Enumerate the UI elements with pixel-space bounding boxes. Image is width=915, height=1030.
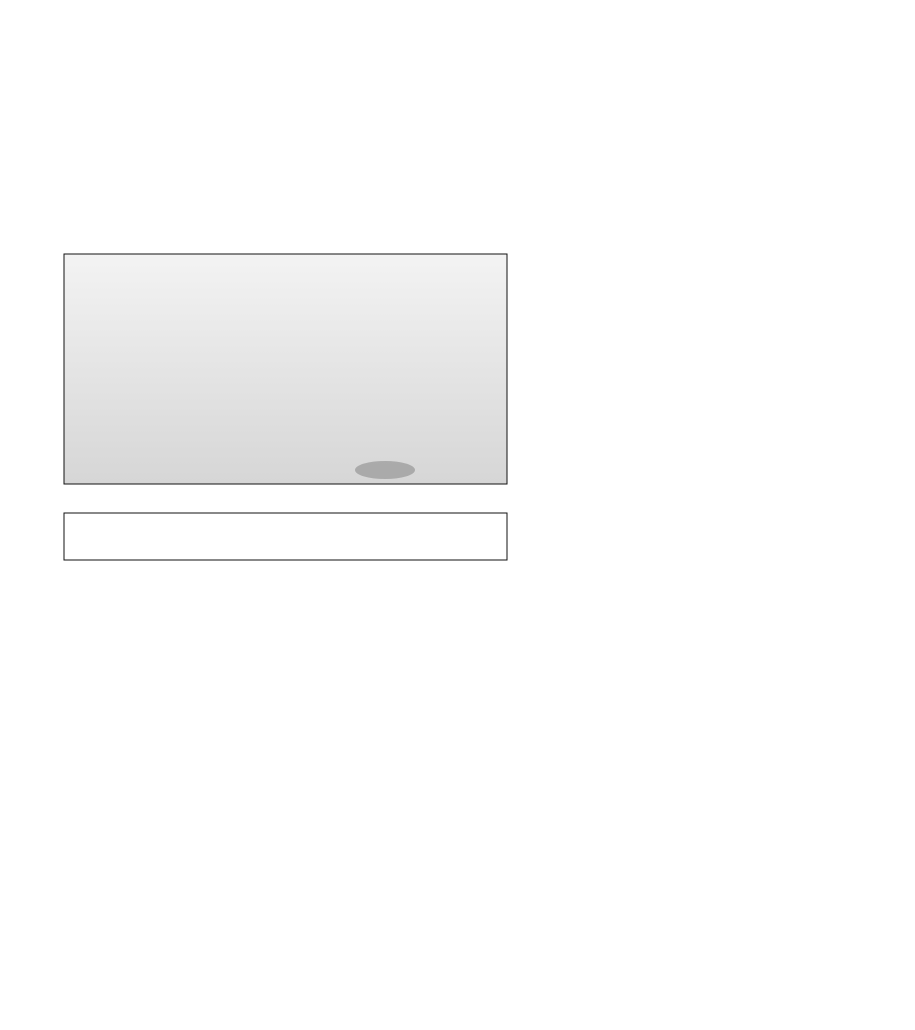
patient-name-row xyxy=(40,97,187,115)
metrics-table xyxy=(560,244,872,308)
patient-notes-row xyxy=(40,175,187,193)
patient-dob-row xyxy=(40,133,187,151)
waveform-frame xyxy=(64,513,507,560)
patient-info xyxy=(40,97,187,193)
spectrogram-energy-blob xyxy=(355,461,415,479)
spectrogram-chart xyxy=(0,240,560,590)
session-sv-date-row xyxy=(560,169,772,187)
patient-language-row xyxy=(40,151,187,169)
metric-row-abi xyxy=(560,289,872,308)
patient-id-row xyxy=(40,115,187,133)
norm-header xyxy=(560,244,872,263)
metric-row-avqi xyxy=(560,271,872,290)
session-cs-date-row xyxy=(560,151,772,169)
session-date-row xyxy=(560,97,772,115)
session-time-row xyxy=(560,115,772,133)
radar-chart xyxy=(0,600,915,1030)
session-info xyxy=(560,97,772,187)
session-examiner-row xyxy=(560,133,772,151)
spectrogram-background xyxy=(64,254,507,484)
